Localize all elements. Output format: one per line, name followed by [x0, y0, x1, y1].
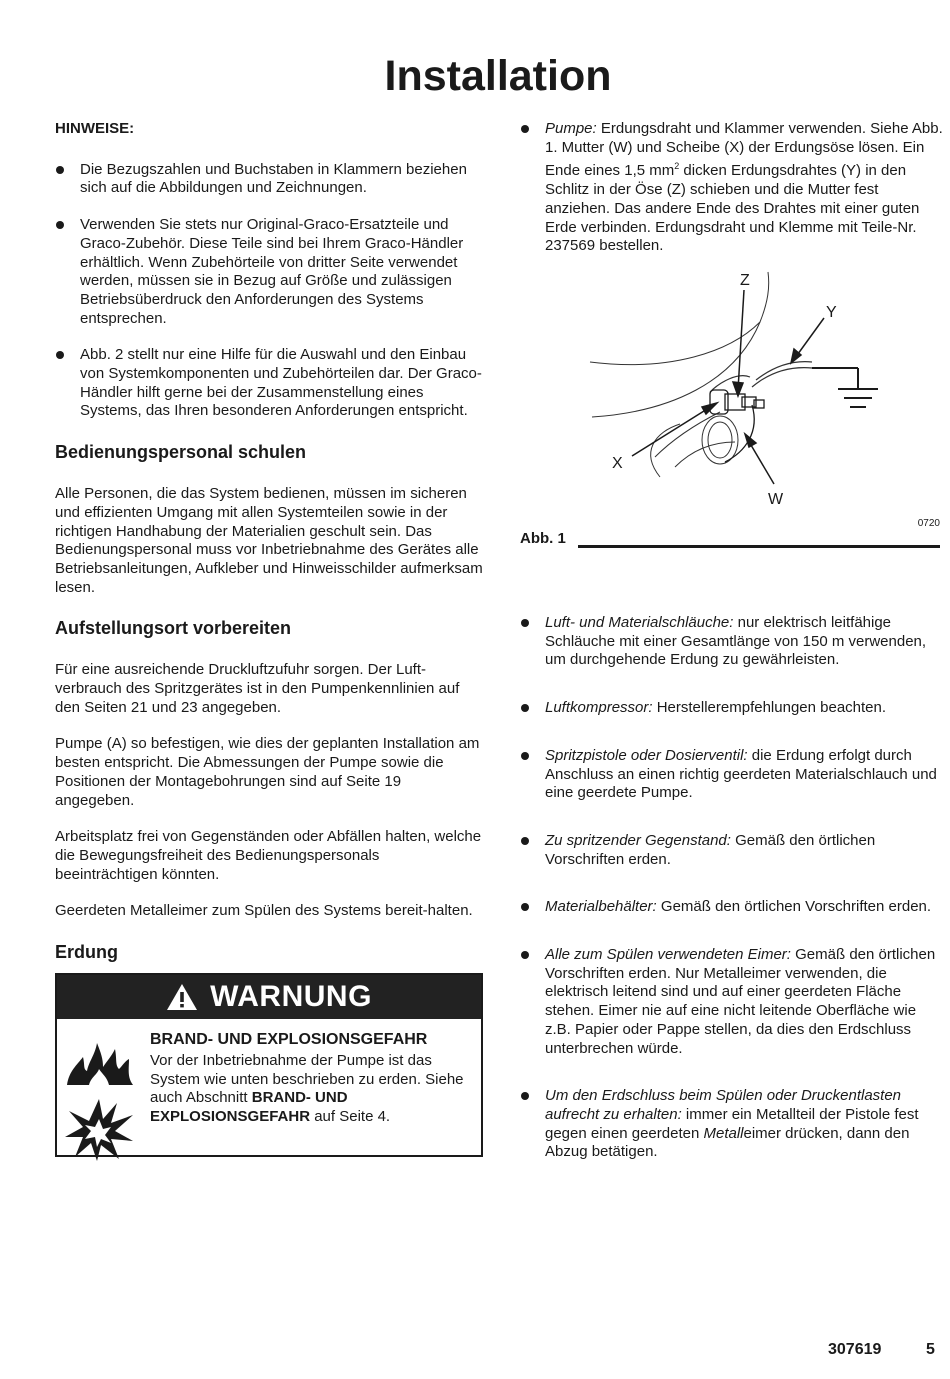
figure-grounding [520, 262, 944, 552]
callout-w: W [768, 491, 784, 508]
callout-y: Y [826, 304, 837, 321]
warning-title: BRAND- UND EXPLOSIONSGEFAHR [150, 1031, 428, 1049]
left-column [55, 120, 483, 1157]
page-title: Installation [384, 52, 612, 100]
grounding-diagram [520, 262, 944, 512]
note-item: Verwenden Sie stets nur Original-Graco-Ersatzteile und Graco-Zubehör. Diese Teile sind bei Ihrem Graco-Händler erhältlich. Wenn Zubehörteile von dritter Seite verwendet werden, müssen sie in Bezug auf Größe und zulässigen Betriebsüberdruck den Anforderungen des Systems entsprechen. [55, 216, 483, 328]
site-paragraph: Geerdeten Metalleimer zum Spülen des Systems bereit-halten. [55, 902, 473, 920]
note-item: Abb. 2 stellt nur eine Hilfe für die Auswahl und den Einbau von Systemkomponenten und Zubehörteilen dar. Der Graco- Händler hilft gerne bei der Zusammenstellung eines Systems, das Ihren besonderen Anforderungen entspricht. [55, 346, 483, 421]
ground-item: Zu spritzender Gegenstand: Gemäß den örtlichen Vorschriften erden. [520, 832, 944, 869]
site-paragraph: Für eine ausreichende Druckluftzufuhr sorgen. Der Luft-verbrauch des Spritzgerätes ist in den Pumpenkennlinien auf den Seiten 21 und 23 angegeben. [55, 661, 460, 716]
right-column-lower [520, 614, 944, 1162]
explosion-icon [63, 1097, 135, 1163]
warning-box [55, 973, 483, 1157]
training-heading: Bedienungspersonal schulen [55, 442, 307, 463]
fire-icon [63, 1031, 135, 1087]
warning-body [150, 1031, 470, 1127]
warning-banner-label: WARNUNG [210, 979, 372, 1013]
warning-triangle-icon [166, 983, 198, 1011]
ground-item-pump: Pumpe: Erdungsdraht und Klammer verwenden. Siehe Abb. 1. Mutter (W) und Scheibe (X) der Erdungsöse lösen. Ein Ende eines 1,5 $mm^2$ dicken Erdungsdrahtes (Y) in den Schlitz in der Öse (Z) schieben und die Mutter fest anziehen. Das andere Ende des Drahtes mit einer guten Erde verbinden. Erdungsdraht und Klemme mit Teile-Nr. 237569 bestellen. [520, 120, 944, 256]
notes-heading: HINWEISE: [55, 120, 135, 137]
figure-caption: Abb. 1 [520, 530, 566, 547]
page-number: 5 [926, 1341, 935, 1358]
warning-text: Vor der Inbetriebnahme der Pumpe ist das System wie unten beschrieben zu erden. Siehe auch Abschnitt BRAND- UND EXPLOSIONSGEFAHR auf Seite 4. [150, 1051, 464, 1125]
ground-item: Spritzpistole oder Dosierventil: die Erdung erfolgt durch Anschluss an einen richtig geerdeten Materialschlauch und eine geerdete Pumpe. [520, 747, 944, 803]
right-column-top [520, 120, 944, 256]
ground-heading: Erdung [55, 942, 118, 963]
callout-z: Z [740, 272, 750, 289]
note-item: Die Bezugszahlen und Buchstaben in Klammern beziehen sich auf die Abbildungen und Zeichnungen. [55, 161, 483, 198]
hazard-icons [63, 1031, 139, 1168]
ground-item: Um den Erdschluss beim Spülen oder Druckentlasten aufrecht zu erhalten: immer ein Metallteil der Pistole fest gegen einen geerdeten Metalleimer drücken, dann den Abzug betätigen. [520, 1087, 944, 1162]
site-heading: Aufstellungsort vorbereiten [55, 618, 292, 639]
ground-item: Materialbehälter: Gemäß den örtlichen Vorschriften erden. [520, 898, 944, 917]
training-text: Alle Personen, die das System bedienen, müssen im sicheren und effizienten Umgang mit allen Systemteilen sowie in der richtigen Handhabung der Materialien geschult sein. Das Bedienungspersonal muss vor Inbetriebnahme des Gerätes alle Betriebsanleitungen, Aufkleber und Hinweisschilder aufmerksam lesen. [55, 485, 483, 596]
warning-banner [57, 975, 481, 1019]
callout-x: X [612, 455, 623, 472]
ground-item: Luftkompressor: Herstellerempfehlungen beachten. [520, 699, 944, 718]
site-paragraph: Pumpe (A) so befestigen, wie dies der geplanten Installation am besten entspricht. Die Abmessungen der Pumpe sowie die Positionen der Montagebohrungen sind auf Seite 19 angegeben. [55, 735, 480, 809]
ground-item: Luft- und Materialschläuche: nur elektrisch leitfähige Schläuche mit einer Gesamtlänge von 150 m verwenden, um durchgehende Erdung zu gewährleisten. [520, 614, 944, 670]
document-number: 307619 [828, 1341, 882, 1358]
site-paragraph: Arbeitsplatz frei von Gegenständen oder Abfällen halten, welche die Bewegungsfreiheit des Bedienungspersonals beeinträchtigen könnten. [55, 828, 482, 883]
figure-rule [578, 545, 940, 548]
figure-code: 0720 [917, 518, 940, 529]
ground-item: Alle zum Spülen verwendeten Eimer: Gemäß den örtlichen Vorschriften erden. Nur Metalleimer verwenden, die elektrisch leitend sind und auf einer geerdeten Fläche stehen. Eimer nie auf eine nicht leitende Oberfläche wie z.B. Papier oder Pappe stellen, da dies den Erdschluss unterbrechen würde. [520, 946, 944, 1058]
